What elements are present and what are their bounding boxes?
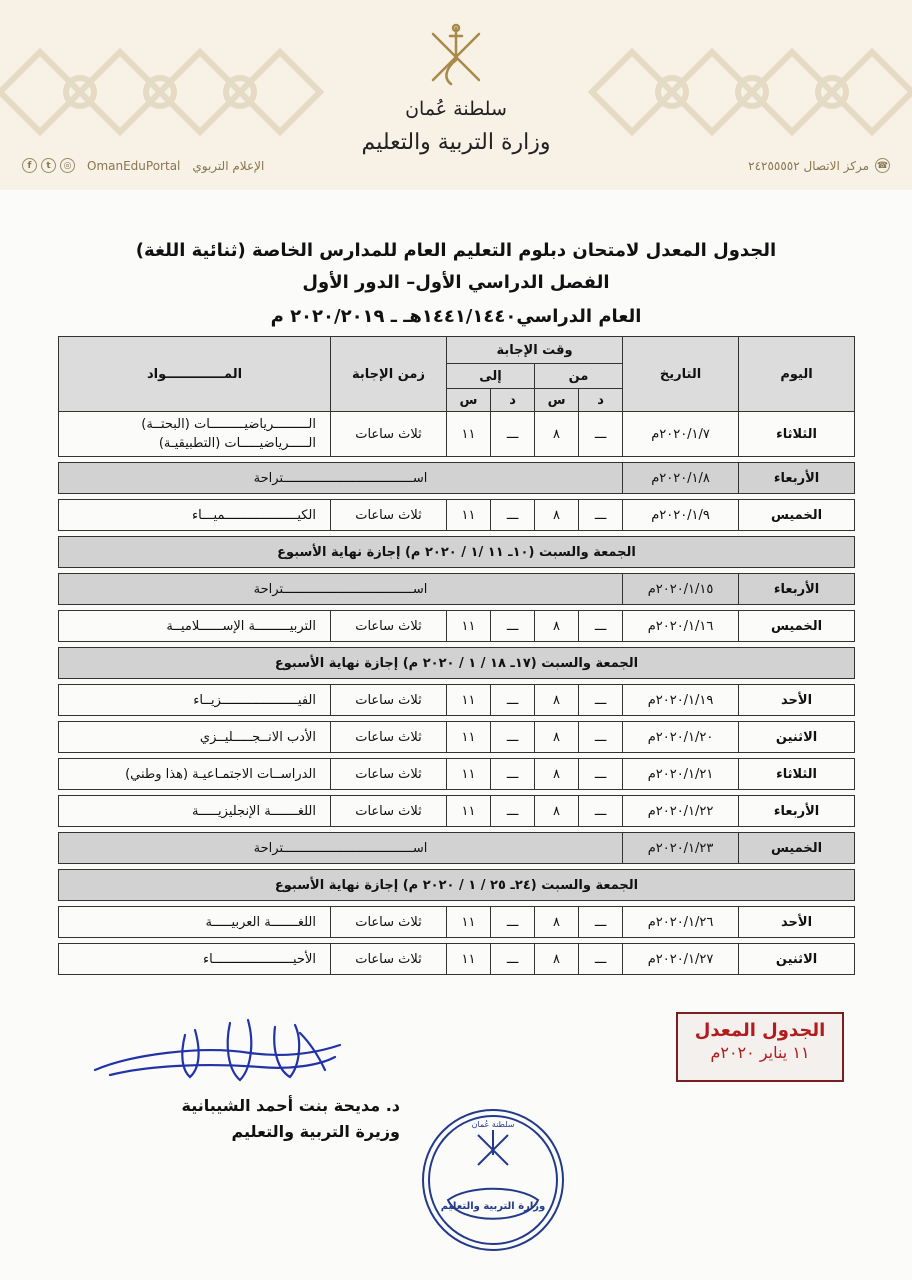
header-subjects: المـــــــــــــواد [59, 337, 331, 412]
duration-cell: ثلاث ساعات [331, 412, 447, 457]
oman-emblem-icon [421, 20, 491, 90]
day-cell: الخميس [739, 611, 855, 642]
header-to-hours: س [447, 389, 491, 412]
letterhead [0, 0, 912, 190]
subject-line-1: الـــــــــرياضيـــــــــات (البحتــة) [141, 417, 316, 432]
to-hours-cell: ١١ [447, 412, 491, 457]
subject-cell [59, 412, 331, 457]
from-minutes-cell: ـــ [579, 685, 623, 716]
from-minutes-cell: ـــ [579, 611, 623, 642]
revised-schedule-stamp [676, 1012, 844, 1082]
geometric-pattern-right [582, 40, 912, 145]
subject-cell: الفيــــــــــــــــــــزيــاء [59, 685, 331, 716]
weekend-cell: الجمعة والسبت (١٧ـ ١٨ / ١ / ٢٠٢٠ م) إجازة نهاية الأسبوع [59, 648, 855, 679]
to-minutes-cell: ـــ [491, 412, 535, 457]
subject-line-2: الـــــرياضيـــــات (التطبيقيـة) [158, 436, 316, 451]
duration-cell: ثلاث ساعات [331, 944, 447, 975]
header-day: اليوم [739, 337, 855, 412]
date-cell: ٢٠٢٠/١/٢٠م [623, 722, 739, 753]
date-cell: ٢٠٢٠/١/١٦م [623, 611, 739, 642]
day-cell: الثلاثاء [739, 412, 855, 457]
social-handle: OmanEduPortal [87, 158, 181, 173]
to-minutes-cell: ـــ [491, 611, 535, 642]
date-cell: ٢٠٢٠/١/٧م [623, 412, 739, 457]
from-minutes-cell: ـــ [579, 500, 623, 531]
duration-cell: ثلاث ساعات [331, 685, 447, 716]
header-from: من [535, 364, 623, 389]
date-cell: ٢٠٢٠/١/٩م [623, 500, 739, 531]
rest-cell: اســــــــــــــــــــــــــــــــــتراحة [59, 574, 623, 605]
header-from-hours: س [535, 389, 579, 412]
from-minutes-cell: ـــ [579, 796, 623, 827]
stamp-title: الجدول المعدل [694, 1020, 826, 1041]
facebook-icon[interactable]: f [22, 158, 37, 173]
weekend-cell: الجمعة والسبت (٢٤ـ ٢٥ / ١ / ٢٠٢٠ م) إجازة نهاية الأسبوع [59, 870, 855, 901]
date-cell: ٢٠٢٠/١/١٩م [623, 685, 739, 716]
geometric-pattern-left [0, 40, 330, 145]
to-hours-cell: ١١ [447, 944, 491, 975]
to-minutes-cell: ـــ [491, 907, 535, 938]
date-cell: ٢٠٢٠/١/٢٢م [623, 796, 739, 827]
header-answer-time: وقت الإجابة [447, 337, 623, 364]
header-to: إلى [447, 364, 535, 389]
ministry-name-line2: وزارة التربية والتعليم [361, 130, 551, 155]
to-hours-cell: ١١ [447, 907, 491, 938]
from-hours-cell: ٨ [535, 796, 579, 827]
table-row [59, 412, 855, 457]
subject-cell: الأحيـــــــــــــــــــــاء [59, 944, 331, 975]
instagram-icon[interactable]: ◎ [60, 158, 75, 173]
from-hours-cell: ٨ [535, 412, 579, 457]
to-minutes-cell: ـــ [491, 685, 535, 716]
subject-cell: اللغـــــــة العربيـــــة [59, 907, 331, 938]
to-minutes-cell: ـــ [491, 759, 535, 790]
to-hours-cell: ١١ [447, 685, 491, 716]
duration-cell: ثلاث ساعات [331, 500, 447, 531]
to-minutes-cell: ـــ [491, 796, 535, 827]
duration-cell: ثلاث ساعات [331, 722, 447, 753]
table-row [59, 796, 855, 827]
twitter-icon[interactable]: t [41, 158, 56, 173]
header-to-minutes: د [491, 389, 535, 412]
stamp-date: ١١ يناير ٢٠٢٠م [710, 1043, 810, 1062]
duration-cell: ثلاث ساعات [331, 907, 447, 938]
table-row [59, 463, 855, 494]
header-from-minutes: د [579, 389, 623, 412]
header-duration: زمن الإجابة [331, 337, 447, 412]
table-row [59, 833, 855, 864]
academic-year: العام الدراسي١٤٤١/١٤٤٠هـ ـ ٢٠٢٠/٢٠١٩ م [270, 306, 642, 327]
table-row [59, 722, 855, 753]
date-cell: ٢٠٢٠/١/٢٧م [623, 944, 739, 975]
weekend-row [59, 648, 855, 679]
day-cell: الخميس [739, 500, 855, 531]
subject-cell: الدراســات الاجتمـاعيـة (هذا وطني) [59, 759, 331, 790]
from-hours-cell: ٨ [535, 944, 579, 975]
exam-schedule-table [58, 336, 855, 975]
from-minutes-cell: ـــ [579, 907, 623, 938]
contact-center [748, 158, 890, 173]
table-row [59, 759, 855, 790]
day-cell: الأربعاء [739, 463, 855, 494]
table-row [59, 907, 855, 938]
to-minutes-cell: ـــ [491, 944, 535, 975]
day-cell: الخميس [739, 833, 855, 864]
from-hours-cell: ٨ [535, 722, 579, 753]
date-cell: ٢٠٢٠/١/٢١م [623, 759, 739, 790]
to-hours-cell: ١١ [447, 611, 491, 642]
to-hours-cell: ١١ [447, 722, 491, 753]
date-cell: ٢٠٢٠/١/٢٣م [623, 833, 739, 864]
day-cell: الأربعاء [739, 796, 855, 827]
social-links [22, 158, 264, 173]
from-hours-cell: ٨ [535, 759, 579, 790]
duration-cell: ثلاث ساعات [331, 796, 447, 827]
day-cell: الاثنين [739, 944, 855, 975]
subject-cell: اللغـــــــة الإنجليزيـــــة [59, 796, 331, 827]
table-row [59, 574, 855, 605]
duration-cell: ثلاث ساعات [331, 759, 447, 790]
date-cell: ٢٠٢٠/١/١٥م [623, 574, 739, 605]
table-row [59, 500, 855, 531]
rest-cell: اســــــــــــــــــــــــــــــــــتراحة [59, 833, 623, 864]
media-label: الإعلام التربوي [192, 158, 265, 173]
to-hours-cell: ١١ [447, 796, 491, 827]
table-row [59, 611, 855, 642]
weekend-row [59, 537, 855, 568]
to-hours-cell: ١١ [447, 759, 491, 790]
seal-center-text: وزارة التربية والتعليم [440, 1201, 546, 1212]
phone-icon: ☎ [875, 158, 890, 173]
day-cell: الأربعاء [739, 574, 855, 605]
ministry-name-line1: سلطنة عُمان [405, 98, 507, 120]
from-hours-cell: ٨ [535, 611, 579, 642]
day-cell: الثلاثاء [739, 759, 855, 790]
signer-title: وزيرة التربية والتعليم [231, 1122, 400, 1141]
handwritten-signature [90, 1015, 350, 1105]
schedule-title: الجدول المعدل لامتحان دبلوم التعليم العام للمدارس الخاصة (ثنائية اللغة) [135, 240, 777, 261]
ministry-seal-icon [418, 1105, 568, 1255]
from-hours-cell: ٨ [535, 500, 579, 531]
to-minutes-cell: ـــ [491, 500, 535, 531]
weekend-row [59, 870, 855, 901]
seal-top-text: سلطنة عُمان [471, 1120, 515, 1129]
from-hours-cell: ٨ [535, 685, 579, 716]
weekend-cell: الجمعة والسبت (١٠ـ ١١ /١ / ٢٠٢٠ م) إجازة نهاية الأسبوع [59, 537, 855, 568]
from-hours-cell: ٨ [535, 907, 579, 938]
schedule-subtitle: الفصل الدراسي الأول– الدور الأول [302, 272, 610, 293]
to-minutes-cell: ـــ [491, 722, 535, 753]
subject-cell: الكيـــــــــــــــــــميـــاء [59, 500, 331, 531]
duration-cell: ثلاث ساعات [331, 611, 447, 642]
header-date: التاريخ [623, 337, 739, 412]
rest-cell: اســــــــــــــــــــــــــــــــــتراحة [59, 463, 623, 494]
from-minutes-cell: ـــ [579, 722, 623, 753]
from-minutes-cell: ـــ [579, 412, 623, 457]
day-cell: الأحد [739, 907, 855, 938]
date-cell: ٢٠٢٠/١/٢٦م [623, 907, 739, 938]
subject-cell: التربيـــــــــة الإســــــلاميــة [59, 611, 331, 642]
signer-name: د. مديحة بنت أحمد الشيبانية [181, 1096, 400, 1115]
date-cell: ٢٠٢٠/١/٨م [623, 463, 739, 494]
from-minutes-cell: ـــ [579, 759, 623, 790]
from-minutes-cell: ـــ [579, 944, 623, 975]
table-row [59, 685, 855, 716]
contact-text: مركز الاتصال ٢٤٢٥٥٥٥٢ [748, 158, 869, 173]
subject-cell: الأدب الانــجـــــليــزي [59, 722, 331, 753]
day-cell: الاثنين [739, 722, 855, 753]
to-hours-cell: ١١ [447, 500, 491, 531]
day-cell: الأحد [739, 685, 855, 716]
table-row [59, 944, 855, 975]
